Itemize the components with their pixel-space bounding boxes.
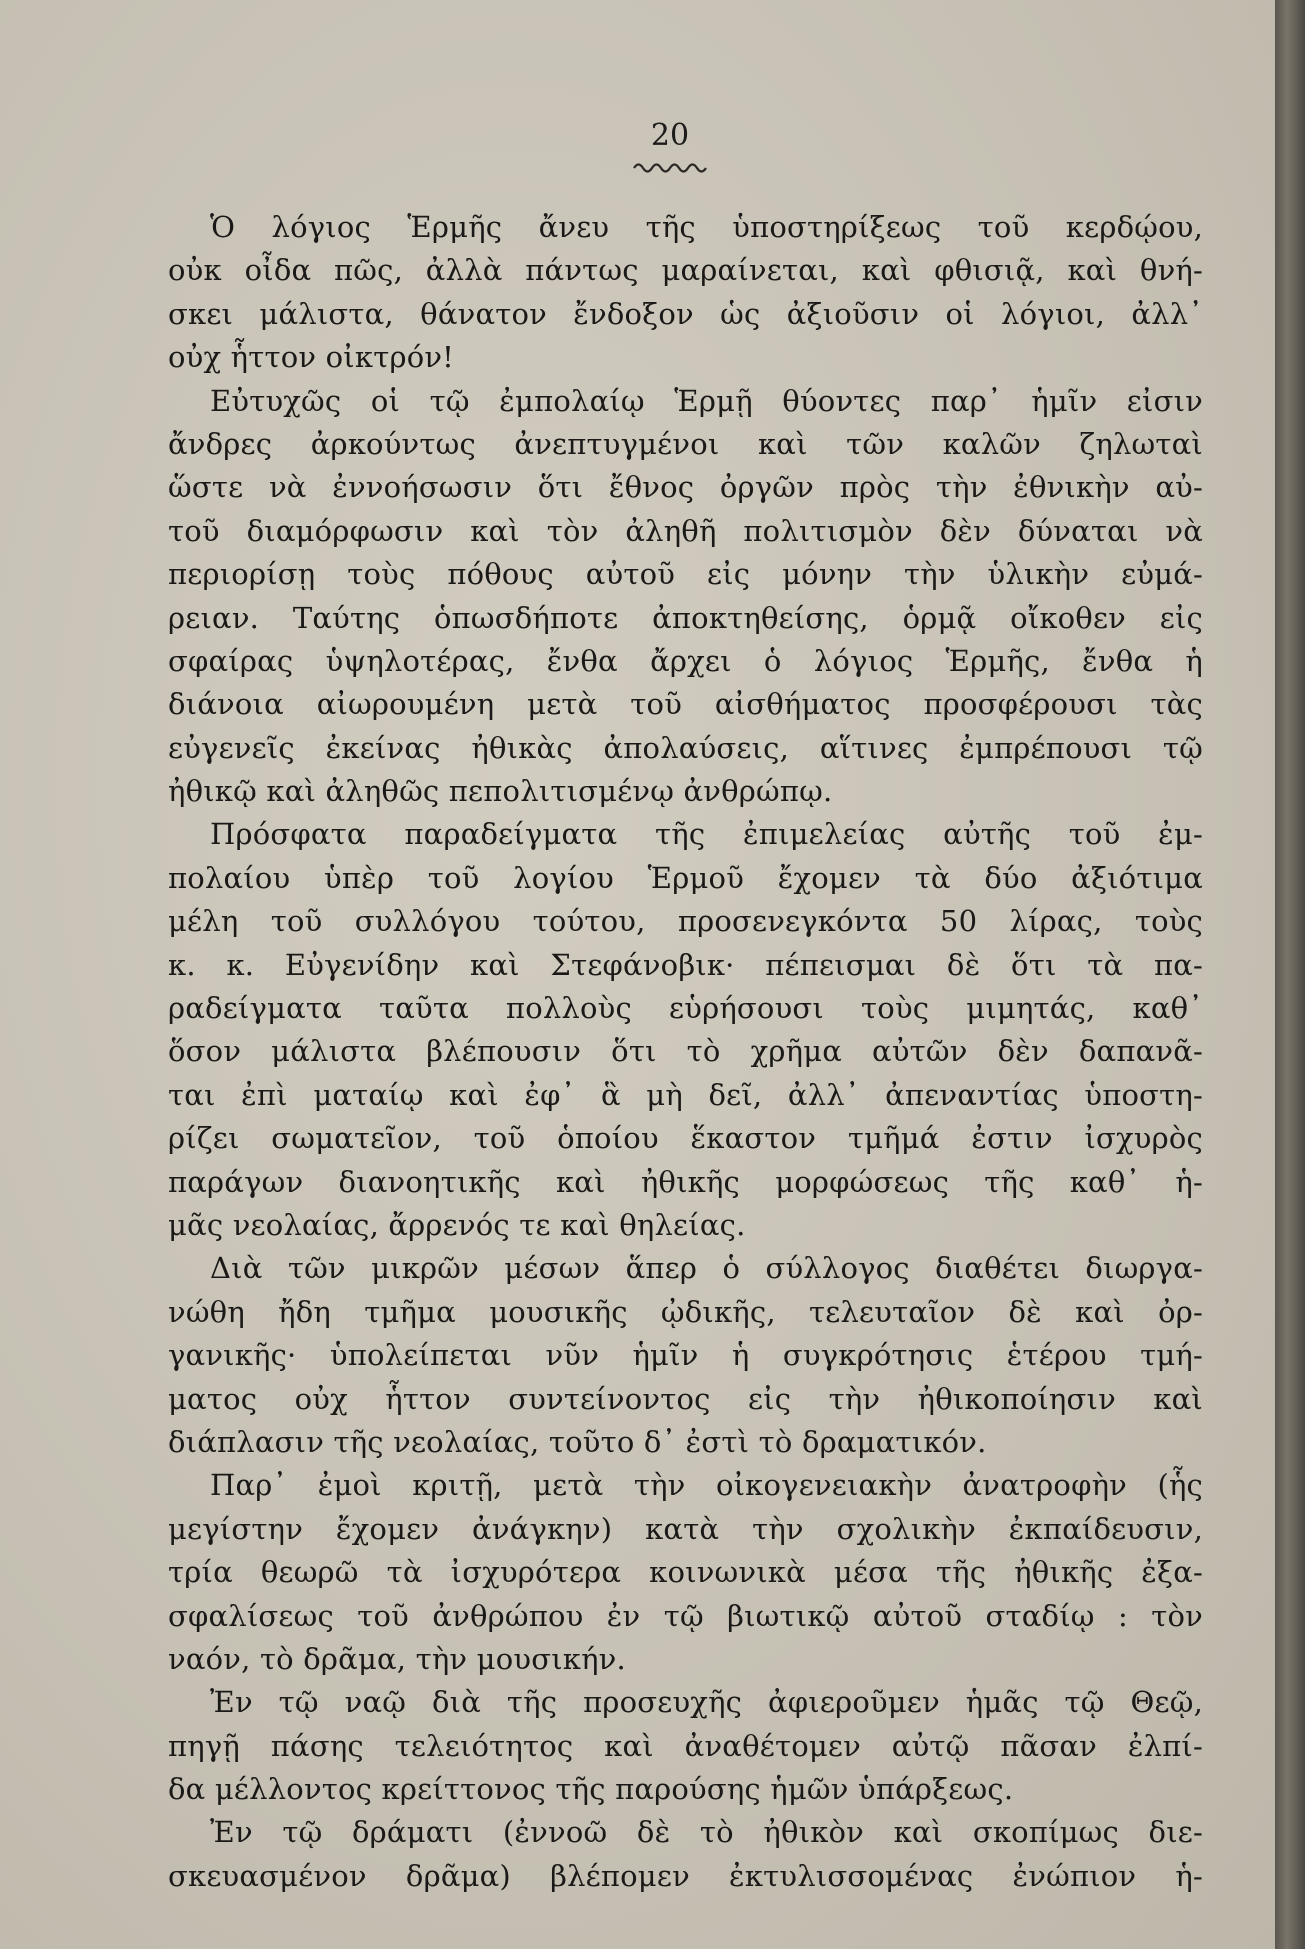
text-line: σφαλίσεως τοῦ ἀνθρώπου ἐν τῷ βιωτικῷ αὐτοῦ σταδίῳ : τὸν: [168, 1598, 1203, 1633]
text-line: ραδείγματα ταῦτα πολλοὺς εὑρήσουσι τοὺς μιμητάς, καθ᾽: [168, 991, 1203, 1026]
text-line: ρίζει σωματεῖον, τοῦ ὁποίου ἕκαστον τμῆμά ἐστιν ἰσχυρὸς: [168, 1121, 1203, 1156]
text-line: Διὰ τῶν μικρῶν μέσων ἅπερ ὁ σύλλογος διαθέτει διωργα-: [210, 1251, 1203, 1286]
text-line: ἄνδρες ἀρκούντως ἀνεπτυγμένοι καὶ τῶν καλῶν ζηλωταὶ: [168, 426, 1203, 461]
text-line: μᾶς νεολαίας, ἄρρενός τε καὶ θηλείας.: [168, 1207, 746, 1242]
text-line: ὥστε νὰ ἐννοήσωσιν ὅτι ἔθνος ὀργῶν πρὸς τὴν ἐθνικὴν αὐ-: [168, 470, 1203, 505]
text-line: διάπλασιν τῆς νεολαίας, τοῦτο δ᾽ ἐστὶ τὸ δραματικόν.: [168, 1424, 987, 1459]
text-line: ρειαν. Ταύτης ὁπωσδήποτε ἀποκτηθείσης, ὁρμᾷ οἴκοθεν εἰς: [168, 600, 1203, 635]
text-line: ναόν, τὸ δρᾶμα, τὴν μουσικήν.: [168, 1641, 626, 1676]
text-line: μεγίστην ἔχομεν ἀνάγκην) κατὰ τὴν σχολικὴν ἐκπαίδευσιν,: [168, 1511, 1203, 1546]
text-line: οὐκ οἶδα πῶς, ἀλλὰ πάντως μαραίνεται, καὶ φθισιᾷ, καὶ θνή-: [168, 253, 1203, 288]
text-line: γανικῆς· ὑπολείπεται νῦν ἡμῖν ἡ συγκρότησις ἑτέρου τμή-: [168, 1338, 1203, 1373]
text-line: ἠθικῷ καὶ ἀληθῶς πεπολιτισμένῳ ἀνθρώπῳ.: [168, 774, 833, 809]
text-line: Ἐν τῷ ναῷ διὰ τῆς προσευχῆς ἀφιεροῦμεν ἡμᾶς τῷ Θεῷ,: [210, 1685, 1203, 1720]
text-line: Παρ᾽ ἐμοὶ κριτῇ, μετὰ τὴν οἰκογενειακὴν ἀνατροφὴν (ἧς: [210, 1468, 1203, 1503]
text-line: εὐγενεῖς ἐκείνας ἠθικὰς ἀπολαύσεις, αἵτινες ἐμπρέπουσι τῷ: [168, 730, 1203, 765]
text-line: Ἐν τῷ δράματι (ἐννοῶ δὲ τὸ ἠθικὸν καὶ σκοπίμως διε-: [210, 1815, 1203, 1850]
text-line: Εὐτυχῶς οἱ τῷ ἐμπολαίῳ Ἑρμῇ θύοντες παρ᾽ ἡμῖν εἰσιν: [210, 383, 1203, 418]
text-line: περιορίσῃ τοὺς πόθους αὐτοῦ εἰς μόνην τὴν ὑλικὴν εὐμά-: [168, 557, 1203, 592]
text-line: Πρόσφατα παραδείγματα τῆς ἐπιμελείας αὐτῆς τοῦ ἐμ-: [210, 817, 1203, 852]
text-line: διάνοια αἰωρουμένη μετὰ τοῦ αἰσθήματος προσφέρουσι τὰς: [168, 687, 1203, 722]
text-line: σφαίρας ὑψηλοτέρας, ἔνθα ἄρχει ὁ λόγιος Ἑρμῆς, ἔνθα ἡ: [168, 643, 1203, 678]
text-line: σκευασμένον δρᾶμα) βλέπομεν ἐκτυλισσομένας ἐνώπιον ἡ-: [168, 1858, 1203, 1893]
text-line: ματος οὐχ ἧττον συντείνοντος εἰς τὴν ἠθικοποίησιν καὶ: [168, 1381, 1203, 1416]
book-spine-edge: [1275, 0, 1305, 1949]
text-line: τοῦ διαμόρφωσιν καὶ τὸν ἀληθῆ πολιτισμὸν δὲν δύναται νὰ: [168, 513, 1203, 548]
text-line: ὅσον μάλιστα βλέπουσιν ὅτι τὸ χρῆμα αὐτῶν δὲν δαπανᾶ-: [168, 1034, 1203, 1069]
text-line: Ὁ λόγιος Ἑρμῆς ἄνευ τῆς ὑποστηρίξεως τοῦ κερδῴου,: [210, 210, 1203, 244]
wavy-ornament: [632, 160, 708, 176]
text-line: πηγῇ πάσης τελειότητος καὶ ἀναθέτομεν αὐτῷ πᾶσαν ἐλπί-: [168, 1728, 1203, 1763]
text-line: τρία θεωρῶ τὰ ἰσχυρότερα κοινωνικὰ μέσα τῆς ἠθικῆς ἐξα-: [168, 1555, 1203, 1590]
page-text: [168, 206, 1203, 1898]
text-line: κ. κ. Εὐγενίδην καὶ Στεφάνοβικ· πέπεισμαι δὲ ὅτι τὰ πα-: [168, 947, 1203, 982]
page-number: 20: [650, 118, 690, 153]
text-line: δα μέλλοντος κρείττονος τῆς παρούσης ἡμῶν ὑπάρξεως.: [168, 1772, 1014, 1807]
text-line: νώθη ἤδη τμῆμα μουσικῆς ᾠδικῆς, τελευταῖον δὲ καὶ ὀρ-: [168, 1294, 1203, 1329]
text-line: πολαίου ὑπὲρ τοῦ λογίου Ἑρμοῦ ἔχομεν τὰ δύο ἀξιότιμα: [168, 860, 1203, 895]
text-line: ται ἐπὶ ματαίῳ καὶ ἐφ᾽ ἃ μὴ δεῖ, ἀλλ᾽ ἀπεναντίας ὑποστη-: [168, 1077, 1203, 1112]
text-line: παράγων διανοητικῆς καὶ ἠθικῆς μορφώσεως τῆς καθ᾽ ἡ-: [168, 1164, 1203, 1199]
text-line: σκει μάλιστα, θάνατον ἔνδοξον ὡς ἀξιοῦσιν οἱ λόγιοι, ἀλλ᾽: [168, 296, 1203, 331]
text-line: μέλη τοῦ συλλόγου τούτου, προσενεγκόντα 50 λίρας, τοὺς: [168, 904, 1203, 939]
text-line: οὐχ ἧττον οἰκτρόν!: [168, 340, 455, 375]
